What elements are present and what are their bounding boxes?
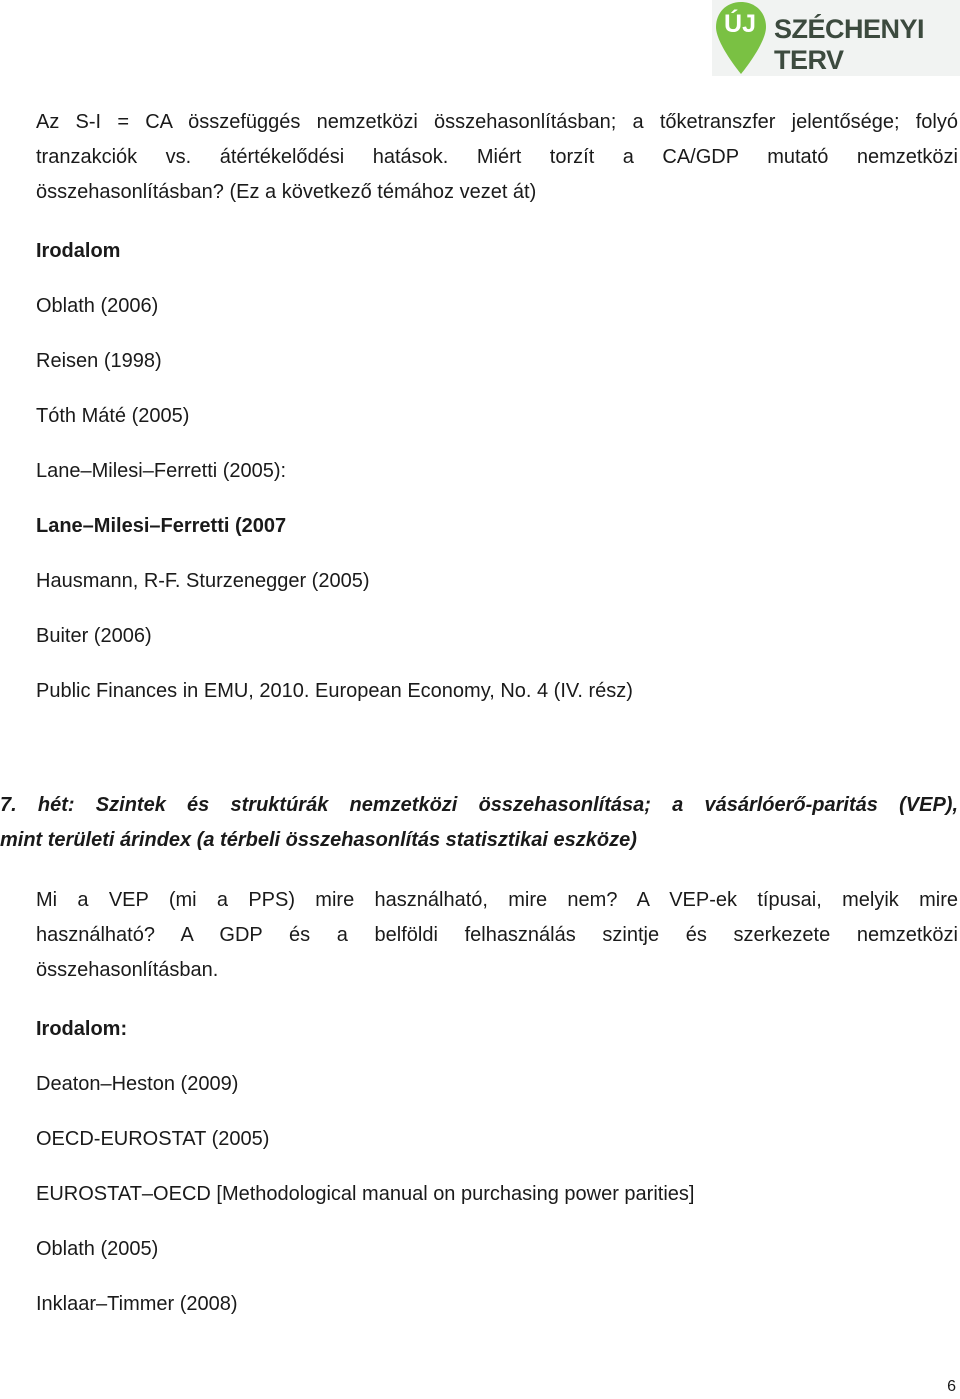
intro-line-1: Az S-I = CA összefüggés nemzetközi összehasonlításban; a tőketranszfer jelentősége; folyó [36,111,958,133]
week7-desc-line-2: használható? A GDP és a belföldi felhasználás szintje és szerkezete nemzetközi [36,924,958,946]
literature-item: Hausmann, R-F. Sturzenegger (2005) [36,570,370,592]
literature-item: OECD-EUROSTAT (2005) [36,1128,270,1150]
literature-item: EUROSTAT–OECD [Methodological manual on purchasing power parities] [36,1183,695,1205]
szechenyi-terv-logo [712,0,960,76]
literature-title-2: Irodalom: [36,1018,128,1040]
week7-desc-line-3: összehasonlításban. [36,959,219,981]
intro-line-2: tranzakciók vs. átértékelődési hatások. Miért torzít a CA/GDP mutató nemzetközi [36,146,958,168]
literature-item: Inklaar–Timmer (2008) [36,1293,238,1315]
intro-line-3: összehasonlításban? (Ez a következő témához vezet át) [36,181,537,203]
logo-name: SZÉCHENYI TERV [774,14,925,75]
logo-prefix: ÚJ [724,10,756,38]
literature-item: Tóth Máté (2005) [36,405,190,427]
literature-item-bold: Lane–Milesi–Ferretti (2007 [36,515,287,537]
literature-item: Oblath (2006) [36,295,159,317]
week7-heading-1: 7. hét: Szintek és struktúrák nemzetközi összehasonlítása; a vásárlóerő-paritás (VEP), [0,794,958,816]
literature-item: Oblath (2005) [36,1238,159,1260]
page-number: 6 [947,1378,956,1395]
week7-desc-line-1: Mi a VEP (mi a PPS) mire használható, mire nem? A VEP-ek típusai, melyik mire [36,889,958,911]
literature-item: Reisen (1998) [36,350,162,372]
week7-heading-2: mint területi árindex (a térbeli összehasonlítás statisztikai eszköze) [0,829,637,851]
literature-item: Lane–Milesi–Ferretti (2005): [36,460,287,482]
literature-item: Public Finances in EMU, 2010. European Economy, No. 4 (IV. rész) [36,680,633,702]
literature-item: Deaton–Heston (2009) [36,1073,239,1095]
literature-item: Buiter (2006) [36,625,152,647]
literature-title-1: Irodalom [36,240,121,262]
